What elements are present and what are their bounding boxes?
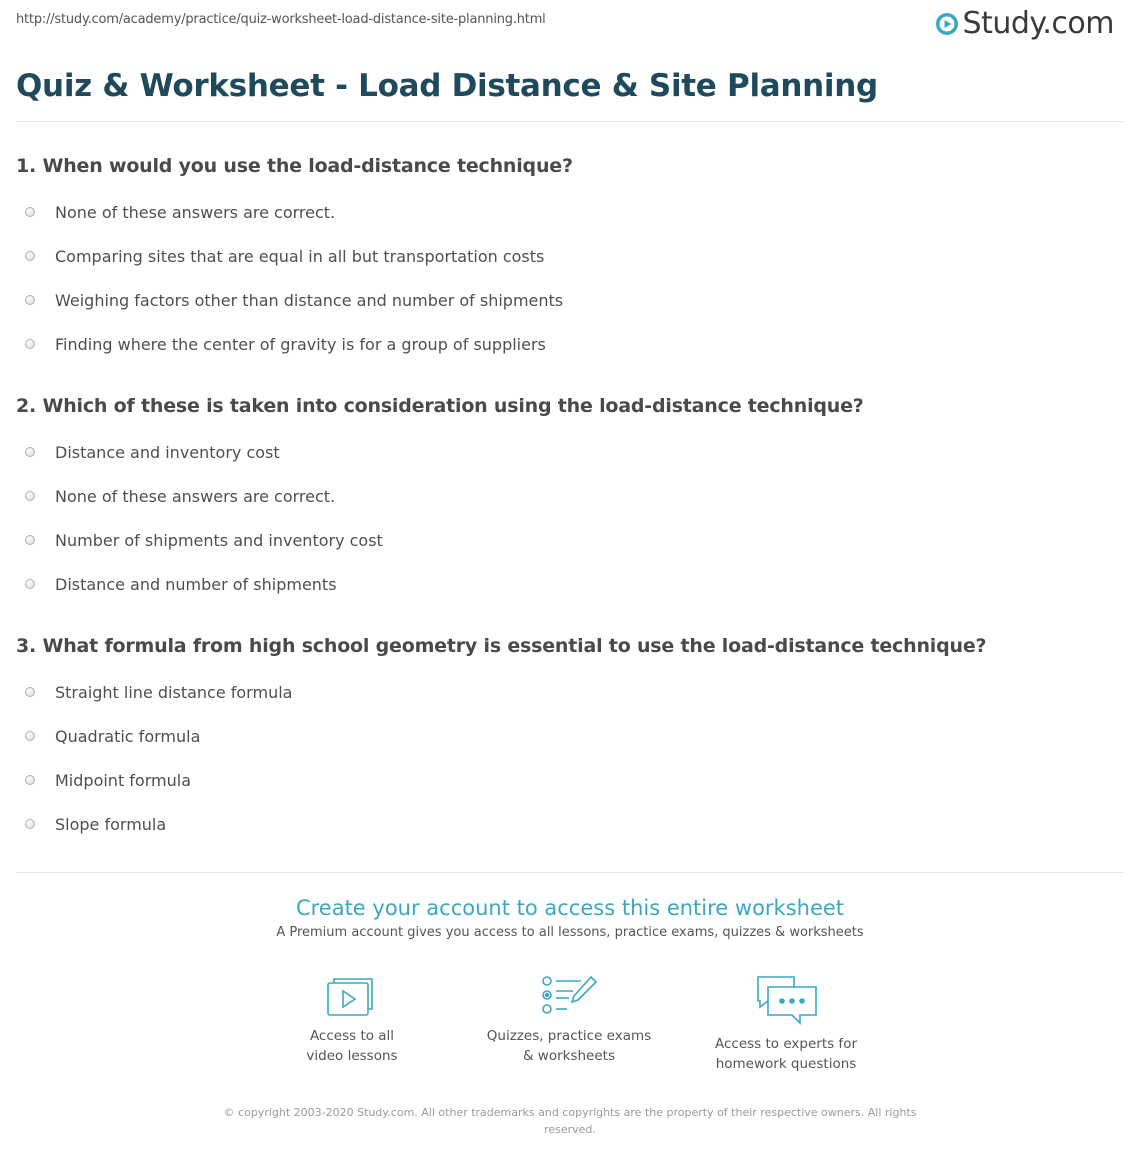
answer-option[interactable] xyxy=(16,278,1124,322)
radio-icon[interactable] xyxy=(25,775,35,785)
divider xyxy=(16,872,1124,873)
page-title: Quiz & Worksheet - Load Distance & Site Planning xyxy=(16,68,878,104)
answer-label: Number of shipments and inventory cost xyxy=(55,530,383,550)
answer-option[interactable] xyxy=(16,234,1124,278)
feature-label: video lessons xyxy=(306,1048,398,1064)
quiz-questions xyxy=(16,150,1124,870)
cta-subtext: A Premium account gives you access to all lessons, practice exams, quizzes & worksheets xyxy=(276,925,864,940)
answer-option[interactable] xyxy=(16,474,1124,518)
answer-label: Straight line distance formula xyxy=(55,682,293,702)
study-logo[interactable] xyxy=(935,6,1114,41)
chat-bubbles-icon xyxy=(754,974,818,1026)
answer-label: Slope formula xyxy=(55,814,167,834)
radio-icon[interactable] xyxy=(25,491,35,501)
feature-label: Access to all xyxy=(309,1028,395,1044)
answer-label: Finding where the center of gravity is for a group of suppliers xyxy=(55,334,546,354)
play-circle-icon xyxy=(935,12,959,36)
question-text: 1. When would you use the load-distance technique? xyxy=(16,155,573,177)
feature-video-lessons xyxy=(252,974,452,1066)
answer-label: Quadratic formula xyxy=(55,726,201,746)
question-1 xyxy=(16,150,1124,366)
answer-label: Weighing factors other than distance and number of shipments xyxy=(55,290,564,310)
radio-icon[interactable] xyxy=(25,687,35,697)
radio-icon[interactable] xyxy=(25,339,35,349)
answer-option[interactable] xyxy=(16,322,1124,366)
answer-label: Distance and inventory cost xyxy=(55,442,280,462)
answer-option[interactable] xyxy=(16,518,1124,562)
question-text: 2. Which of these is taken into consideration using the load-distance technique? xyxy=(16,395,864,417)
radio-icon[interactable] xyxy=(25,819,35,829)
answer-label: Comparing sites that are equal in all but transportation costs xyxy=(55,246,545,266)
quiz-checklist-icon xyxy=(541,974,597,1018)
question-3 xyxy=(16,630,1124,846)
answer-option[interactable] xyxy=(16,758,1124,802)
feature-quizzes xyxy=(469,974,669,1066)
divider xyxy=(16,121,1124,122)
radio-icon[interactable] xyxy=(25,447,35,457)
video-lessons-icon xyxy=(326,974,378,1018)
answer-option[interactable] xyxy=(16,670,1124,714)
answer-list xyxy=(16,670,1124,846)
radio-icon[interactable] xyxy=(25,579,35,589)
answer-label: Midpoint formula xyxy=(55,770,191,790)
answer-option[interactable] xyxy=(16,802,1124,846)
answer-list xyxy=(16,430,1124,606)
feature-label: homework questions xyxy=(715,1056,857,1072)
question-2 xyxy=(16,390,1124,606)
answer-option[interactable] xyxy=(16,430,1124,474)
answer-label: Distance and number of shipments xyxy=(55,574,337,594)
feature-label: & worksheets xyxy=(522,1048,615,1064)
radio-icon[interactable] xyxy=(25,295,35,305)
answer-option[interactable] xyxy=(16,714,1124,758)
answer-label: None of these answers are correct. xyxy=(55,486,336,506)
logo-text: Study.com xyxy=(962,6,1114,41)
answer-option[interactable] xyxy=(16,190,1124,234)
radio-icon[interactable] xyxy=(25,207,35,217)
radio-icon[interactable] xyxy=(25,535,35,545)
radio-icon[interactable] xyxy=(25,251,35,261)
copyright-notice: © copyright 2003-2020 Study.com. All other trademarks and copyrights are the property of their respective owners. All rights reserved. xyxy=(223,1106,917,1136)
feature-label: Access to experts for xyxy=(714,1036,857,1052)
page-url: http://study.com/academy/practice/quiz-worksheet-load-distance-site-planning.html xyxy=(16,12,546,27)
answer-list xyxy=(16,190,1124,366)
cta-heading-link[interactable]: Create your account to access this entire worksheet xyxy=(295,896,845,920)
answer-label: None of these answers are correct. xyxy=(55,202,336,222)
question-text: 3. What formula from high school geometry is essential to use the load-distance technique? xyxy=(16,635,987,657)
feature-experts xyxy=(686,974,886,1074)
feature-label: Quizzes, practice exams xyxy=(486,1028,652,1044)
radio-icon[interactable] xyxy=(25,731,35,741)
answer-option[interactable] xyxy=(16,562,1124,606)
signup-cta xyxy=(0,893,1140,940)
